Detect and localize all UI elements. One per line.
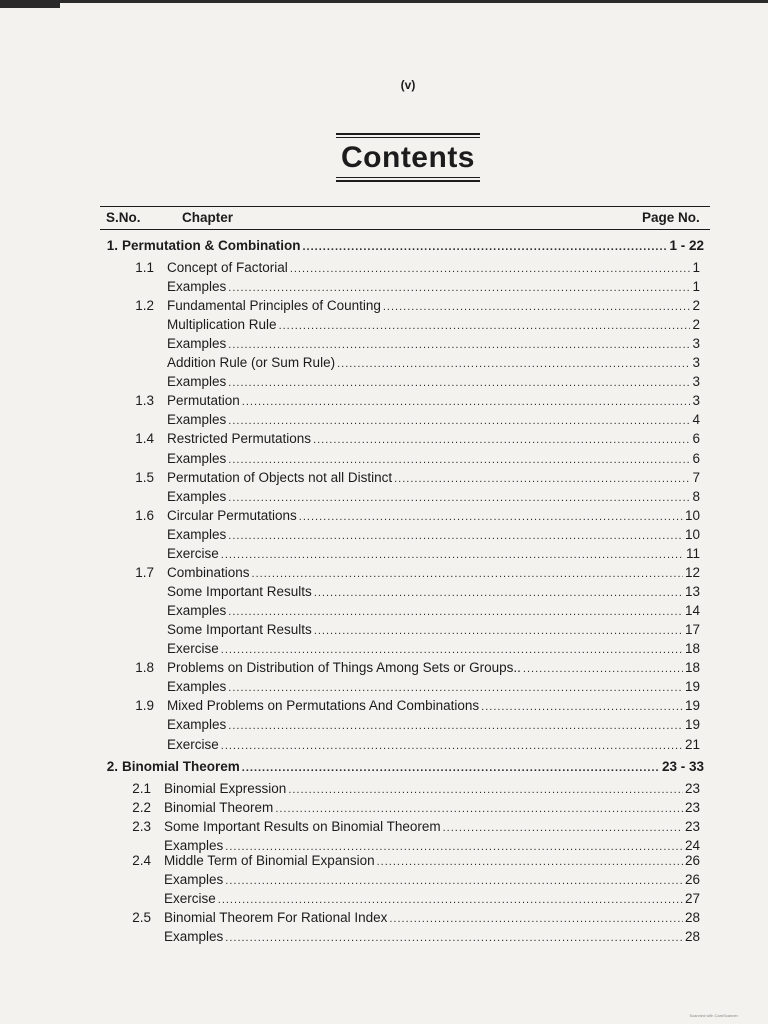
toc-entry-title: Restricted Permutations [167,431,312,446]
toc-entry-title: Multiplication Rule [167,317,277,332]
toc-page-number: 19 [684,698,700,713]
toc-section-number: 2.2 [132,800,151,815]
toc-entry-title: Permutation & Combination [122,238,301,253]
toc-row [167,602,700,620]
dot-leader [523,660,683,678]
toc-entry-title: Examples [167,451,227,466]
toc-entry-title: Examples [167,489,227,504]
toc-page-number: 1 [692,260,700,275]
toc-row [167,716,700,734]
toc-entry-title: Addition Rule (or Sum Rule) [167,355,336,370]
toc-entry-title: Examples [167,717,227,732]
toc-section-number: 1.1 [135,260,154,275]
dot-leader [481,698,683,716]
dot-leader [313,431,690,449]
toc-row [167,736,700,754]
toc-section-number: 1.4 [135,431,154,446]
dot-leader [290,260,691,278]
toc-row [164,890,700,908]
toc-page-number: 8 [692,489,700,504]
dot-leader [228,412,690,430]
toc-page-number: 14 [684,603,700,618]
toc-row [164,928,700,946]
dot-leader [228,603,683,621]
dot-leader [314,584,683,602]
toc-entry-title: Permutation of Objects not all Distinct [167,470,393,485]
dot-leader [389,910,683,928]
toc-row [167,450,700,468]
toc-chapter-row [106,237,704,255]
toc-row [132,909,700,927]
toc-row [167,545,700,563]
toc-page-number: 26 [684,853,700,868]
page-title: Contents [341,141,475,174]
toc-row [164,871,700,889]
toc-page-number: 21 [684,737,700,752]
dot-leader [228,527,683,545]
toc-entry-title: Exercise [167,737,219,752]
dot-leader [377,853,683,871]
toc-entry-title: Binomial Theorem [122,759,240,774]
toc-page-number: 6 [692,451,700,466]
toc-section-number: 1.7 [135,565,154,580]
toc-row [167,621,700,639]
dot-leader [299,508,683,526]
toc-page-number: 6 [692,431,700,446]
toc-row [167,583,700,601]
toc-page-number: 3 [692,355,700,370]
toc-row [135,469,700,487]
toc-row [135,564,700,582]
toc-section-number: 1.3 [135,393,154,408]
title-rule-bottom-1 [336,177,480,178]
toc-page-number: 1 - 22 [669,238,704,253]
toc-page-number: 18 [684,641,700,656]
toc-entry-title: Examples [167,603,227,618]
toc-page-number: 11 [685,546,700,561]
toc-row [135,507,700,525]
toc-page-number: 7 [692,470,700,485]
toc-page-number: 23 [684,800,700,815]
toc-entry-title: Binomial Theorem [164,800,274,815]
toc-entry-title: Exercise [164,891,216,906]
dot-leader [228,489,690,507]
toc-entry-title: Some Important Results [167,584,312,599]
toc-entry-title: Exercise [167,546,219,561]
toc-section-number: 2.5 [132,910,151,925]
toc-page-number: 2 [692,317,700,332]
toc-page-number: 12 [684,565,700,580]
toc-row [135,392,700,410]
toc-section-number: 2.3 [132,819,151,834]
dot-leader [314,622,683,640]
dot-leader [225,929,683,947]
toc-row [167,678,700,696]
dot-leader [228,279,690,297]
top-edge-shadow [0,0,768,3]
toc-page-number: 1 [692,279,700,294]
page-number-roman: (v) [400,78,416,92]
toc-entry-title: Some Important Results on Binomial Theorem [164,819,441,834]
dot-leader [443,819,683,837]
column-header-page: Page No. [642,210,700,225]
toc-page-number: 2 [692,298,700,313]
dot-leader [218,891,683,909]
toc-row [132,780,700,798]
dot-leader [228,374,690,392]
toc-entry-title: Binomial Theorem For Rational Index [164,910,388,925]
toc-page-number: 17 [684,622,700,637]
toc-page-number: 19 [684,679,700,694]
dot-leader [242,393,691,411]
toc-entry-title: Examples [167,279,227,294]
dot-leader [228,451,690,469]
toc-entry-title: Circular Permutations [167,508,297,523]
toc-page-number: 23 [684,781,700,796]
dot-leader [228,679,683,697]
toc-page-number: 27 [684,891,700,906]
toc-section-number: 1. [106,238,118,253]
dot-leader [337,355,690,373]
toc-page-number: 24 [684,838,700,853]
toc-row [167,411,700,429]
dot-leader [275,800,683,818]
toc-page-number: 26 [684,872,700,887]
toc-page-number: 13 [684,584,700,599]
toc-section-number: 2.4 [132,853,151,868]
toc-entry-title: Examples [164,872,224,887]
toc-entry-title: Middle Term of Binomial Expansion [164,853,375,868]
toc-page-number: 4 [692,412,700,427]
toc-entry-title: Examples [164,838,224,853]
toc-row [167,278,700,296]
title-rule-bottom-2 [336,180,480,182]
toc-entry-title: Mixed Problems on Permutations And Combinations [167,698,480,713]
title-rule-top-1 [336,133,480,135]
toc-row [135,259,700,277]
toc-chapter-row [106,758,704,776]
toc-page-number: 28 [684,929,700,944]
toc-section-number: 2. [106,759,118,774]
dot-leader [394,470,690,488]
toc-page-number: 3 [692,393,700,408]
toc-row [132,799,700,817]
toc-page-number: 3 [692,374,700,389]
toc-page-number: 28 [684,910,700,925]
toc-page-number: 23 - 33 [661,759,704,774]
toc-row [135,659,700,677]
toc-entry-title: Examples [167,679,227,694]
scanner-watermark: Scanned with CamScanner [689,1013,738,1018]
dot-leader [221,546,684,564]
dot-leader [383,298,691,316]
toc-section-number: 1.5 [135,470,154,485]
toc-row [135,697,700,715]
toc-entry-title: Examples [164,929,224,944]
toc-row [135,297,700,315]
toc-entry-title: Exercise [167,641,219,656]
header-rule-bottom [100,229,710,230]
toc-row [167,640,700,658]
toc-section-number: 1.9 [135,698,154,713]
title-rule-top-2 [336,137,480,138]
dot-leader [252,565,683,583]
toc-entry-title: Some Important Results [167,622,312,637]
toc-page-number: 19 [684,717,700,732]
column-header-chapter: Chapter [182,210,234,225]
toc-entry-title: Binomial Expression [164,781,287,796]
toc-entry-title: Problems on Distribution of Things Among Sets or Groups.. [167,660,521,675]
toc-entry-title: Examples [167,412,227,427]
dot-leader [242,759,660,777]
toc-entry-title: Permutation [167,393,240,408]
toc-entry-title: Examples [167,374,227,389]
column-header-sno: S.No. [106,210,141,225]
toc-page-number: 10 [684,508,700,523]
toc-entry-title: Examples [167,336,227,351]
toc-page-number: 18 [684,660,700,675]
dot-leader [225,872,683,890]
toc-row [132,852,700,870]
dot-leader [303,238,668,256]
toc-page-number: 10 [684,527,700,542]
toc-section-number: 1.2 [135,298,154,313]
dot-leader [228,717,683,735]
dot-leader [221,641,683,659]
header-rule-top [100,206,710,207]
dot-leader [228,336,690,354]
toc-row [132,818,700,836]
toc-row [135,430,700,448]
toc-entry-title: Fundamental Principles of Counting [167,298,381,313]
toc-page-number: 23 [684,819,700,834]
toc-row [167,354,700,372]
toc-entry-title: Combinations [167,565,250,580]
toc-section-number: 2.1 [132,781,151,796]
toc-page-number: 3 [692,336,700,351]
toc-section-number: 1.6 [135,508,154,523]
dot-leader [288,781,683,799]
toc-entry-title: Concept of Factorial [167,260,288,275]
toc-row [167,335,700,353]
toc-row [167,316,700,334]
toc-row [167,488,700,506]
toc-row [167,526,700,544]
toc-row [167,373,700,391]
dot-leader [279,317,691,335]
top-corner-shadow [0,0,60,8]
toc-section-number: 1.8 [135,660,154,675]
toc-entry-title: Examples [167,527,227,542]
dot-leader [221,737,683,755]
